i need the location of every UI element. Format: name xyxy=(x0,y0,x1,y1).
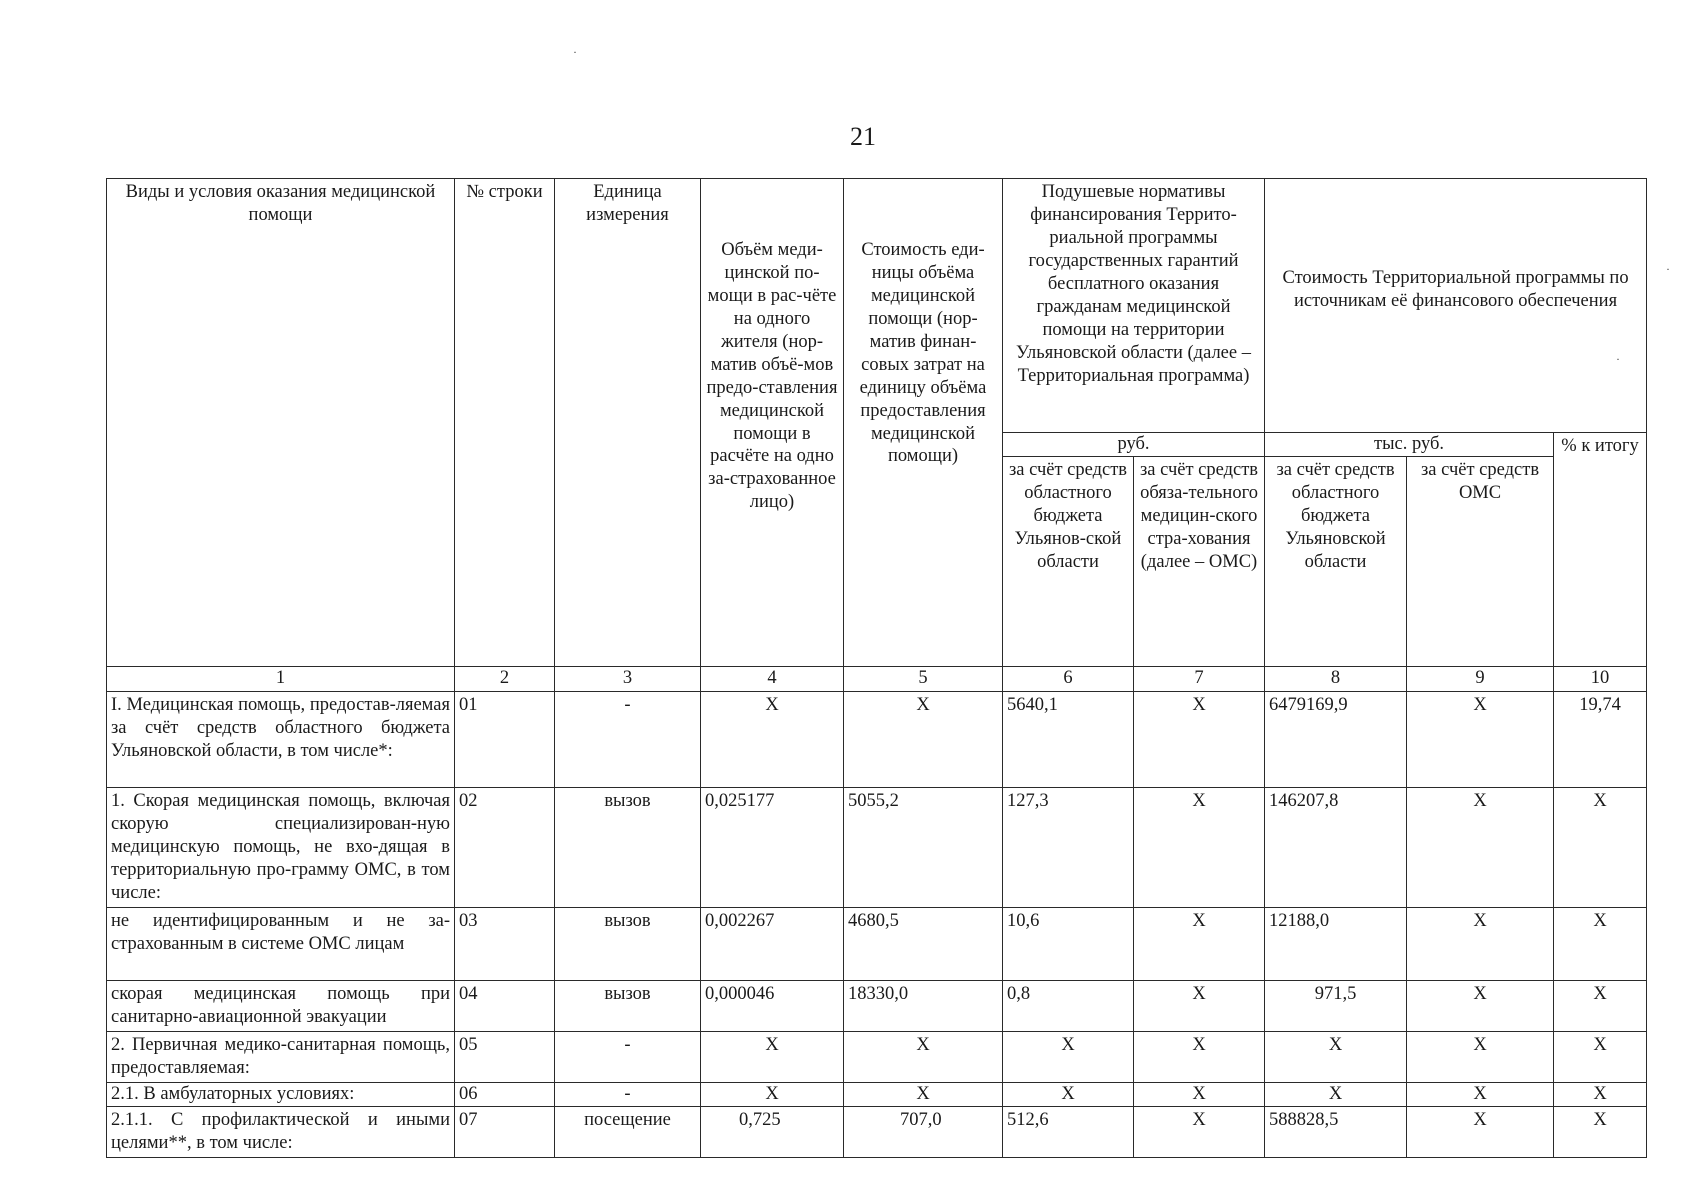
row-code: 06 xyxy=(455,1082,555,1106)
row-budget-rub: 5640,1 xyxy=(1003,691,1134,787)
page-number: 21 xyxy=(850,122,876,151)
row-oms-thous: Х xyxy=(1407,1106,1554,1157)
header-regional-budget-thous: за счёт средств областного бюджета Ульяновской области xyxy=(1265,456,1407,666)
row-oms-rub: Х xyxy=(1134,907,1265,980)
row-oms-thous: Х xyxy=(1407,691,1554,787)
table-row xyxy=(107,1031,1647,1082)
column-number: 10 xyxy=(1554,666,1647,691)
row-budget-rub: 512,6 xyxy=(1003,1106,1134,1157)
row-oms-rub: Х xyxy=(1134,1031,1265,1082)
column-number: 2 xyxy=(455,666,555,691)
row-percent: Х xyxy=(1554,1106,1647,1157)
column-number: 1 xyxy=(107,666,455,691)
row-volume: 0,025177 xyxy=(701,787,844,907)
table-row xyxy=(107,907,1647,980)
row-budget-thous: Х xyxy=(1265,1031,1407,1082)
row-volume: Х xyxy=(701,1082,844,1106)
table-row xyxy=(107,1106,1647,1157)
row-oms-thous: Х xyxy=(1407,1082,1554,1106)
row-oms-thous: Х xyxy=(1407,907,1554,980)
row-code: 01 xyxy=(455,691,555,787)
row-oms-rub: Х xyxy=(1134,787,1265,907)
row-percent: 19,74 xyxy=(1554,691,1647,787)
row-unit-cost: 707,0 xyxy=(844,1106,1003,1157)
table-row xyxy=(107,787,1647,907)
header-percent-total: % к итогу xyxy=(1554,433,1647,667)
row-budget-rub: 127,3 xyxy=(1003,787,1134,907)
row-unit-cost: Х xyxy=(844,1031,1003,1082)
header-unit: Единица измерения xyxy=(555,179,701,667)
header-oms-thous: за счёт средств ОМС xyxy=(1407,456,1554,666)
column-number: 7 xyxy=(1134,666,1265,691)
scan-speck: · xyxy=(1666,262,1670,276)
header-unit-cost: Стоимость еди-ницы объёма медицинской помощи (нор-матив финан-совых затрат на единицу объёма предоставления медицинской помощи) xyxy=(844,179,1003,667)
row-volume: 0,000046 xyxy=(701,980,844,1031)
financing-table xyxy=(106,178,1647,1158)
row-volume: 0,725 xyxy=(701,1106,844,1157)
row-oms-thous: Х xyxy=(1407,1031,1554,1082)
scan-speck: · xyxy=(1616,352,1620,366)
row-code: 02 xyxy=(455,787,555,907)
table-row xyxy=(107,1082,1647,1106)
column-number: 5 xyxy=(844,666,1003,691)
row-percent: Х xyxy=(1554,907,1647,980)
column-number-row xyxy=(107,666,1647,691)
row-budget-rub: Х xyxy=(1003,1031,1134,1082)
row-budget-thous: 588828,5 xyxy=(1265,1106,1407,1157)
column-number: 9 xyxy=(1407,666,1554,691)
row-code: 03 xyxy=(455,907,555,980)
row-budget-thous: 146207,8 xyxy=(1265,787,1407,907)
scan-speck: · xyxy=(573,45,577,59)
row-budget-thous: Х xyxy=(1265,1082,1407,1106)
row-unit: посещение xyxy=(555,1106,701,1157)
header-volume-norm: Объём меди-цинской по-мощи в рас-чёте на одного жителя (нор-матив объё-мов предо-ставления медицинской помощи в расчёте на одно за-страхованное лицо) xyxy=(701,179,844,667)
row-name: 2.1. В амбулаторных условиях: xyxy=(107,1082,455,1106)
row-volume: Х xyxy=(701,691,844,787)
row-percent: Х xyxy=(1554,1031,1647,1082)
row-budget-rub: 0,8 xyxy=(1003,980,1134,1031)
row-name: не идентифицированным и не за-страхованным в системе ОМС лицам xyxy=(107,907,455,980)
row-unit: вызов xyxy=(555,907,701,980)
row-oms-thous: Х xyxy=(1407,980,1554,1031)
row-oms-thous: Х xyxy=(1407,787,1554,907)
row-budget-thous: 12188,0 xyxy=(1265,907,1407,980)
header-row-number: № строки xyxy=(455,179,555,667)
row-volume: 0,002267 xyxy=(701,907,844,980)
row-oms-rub: Х xyxy=(1134,691,1265,787)
column-number: 4 xyxy=(701,666,844,691)
header-unit-rub: руб. xyxy=(1003,433,1265,457)
row-name: 2. Первичная медико-санитарная помощь, предоставляемая: xyxy=(107,1031,455,1082)
header-per-capita-norms: Подушевые нормативы финансирования Террито-риальной программы государственных гарантий бесплатного оказания гражданам медицинской помощи на территории Ульяновской области (далее – Территориальная программа) xyxy=(1003,179,1265,433)
row-code: 07 xyxy=(455,1106,555,1157)
row-budget-rub: Х xyxy=(1003,1082,1134,1106)
row-budget-rub: 10,6 xyxy=(1003,907,1134,980)
row-name: 1. Скорая медицинская помощь, включая скорую специализирован-ную медицинскую помощь, не вхо-дящая в территориальную про-грамму ОМС, в том числе: xyxy=(107,787,455,907)
row-name: I. Медицинская помощь, предостав-ляемая за счёт средств областного бюджета Ульяновской области, в том числе*: xyxy=(107,691,455,787)
header-program-cost: Стоимость Территориальной программы по источникам её финансового обеспечения xyxy=(1265,179,1647,433)
row-percent: Х xyxy=(1554,980,1647,1031)
table-row xyxy=(107,980,1647,1031)
header-oms-rub: за счёт средств обяза-тельного медицин-ского стра-хования (далее – ОМС) xyxy=(1134,456,1265,666)
row-name: 2.1.1. С профилактической и иными целями**, в том числе: xyxy=(107,1106,455,1157)
row-unit: вызов xyxy=(555,787,701,907)
row-unit-cost: Х xyxy=(844,1082,1003,1106)
row-unit: вызов xyxy=(555,980,701,1031)
row-budget-thous: 971,5 xyxy=(1265,980,1407,1031)
column-number: 3 xyxy=(555,666,701,691)
column-number: 6 xyxy=(1003,666,1134,691)
row-oms-rub: Х xyxy=(1134,980,1265,1031)
header-types-conditions: Виды и условия оказания медицинской помощи xyxy=(107,179,455,667)
row-unit: - xyxy=(555,1031,701,1082)
row-unit: - xyxy=(555,691,701,787)
row-percent: Х xyxy=(1554,787,1647,907)
row-budget-thous: 6479169,9 xyxy=(1265,691,1407,787)
row-code: 04 xyxy=(455,980,555,1031)
row-unit-cost: 5055,2 xyxy=(844,787,1003,907)
column-number: 8 xyxy=(1265,666,1407,691)
row-unit-cost: 18330,0 xyxy=(844,980,1003,1031)
row-name: скорая медицинская помощь при санитарно-авиационной эвакуации xyxy=(107,980,455,1031)
row-percent: Х xyxy=(1554,1082,1647,1106)
header-regional-budget-rub: за счёт средств областного бюджета Ульянов-ской области xyxy=(1003,456,1134,666)
row-code: 05 xyxy=(455,1031,555,1082)
table-row xyxy=(107,691,1647,787)
row-unit: - xyxy=(555,1082,701,1106)
row-unit-cost: 4680,5 xyxy=(844,907,1003,980)
row-volume: Х xyxy=(701,1031,844,1082)
header-unit-thous-rub: тыс. руб. xyxy=(1265,433,1554,457)
row-oms-rub: Х xyxy=(1134,1106,1265,1157)
row-unit-cost: Х xyxy=(844,691,1003,787)
row-oms-rub: Х xyxy=(1134,1082,1265,1106)
